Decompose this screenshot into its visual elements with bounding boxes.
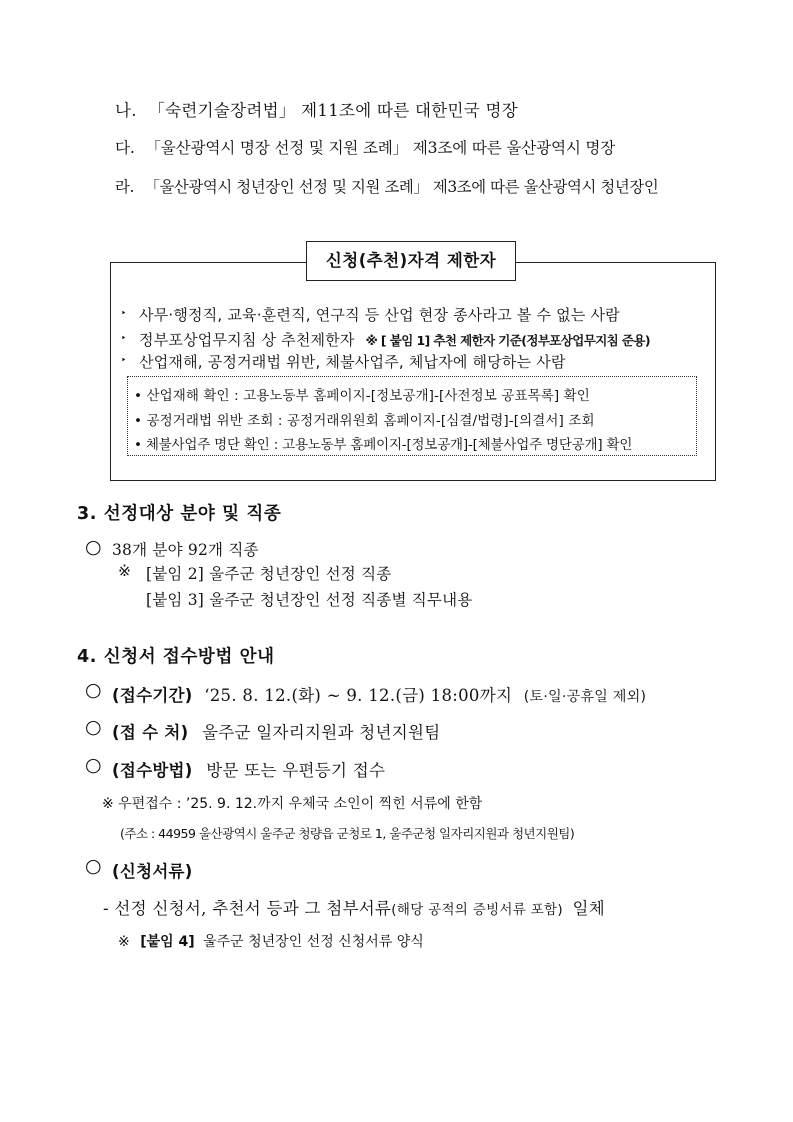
restriction-item-text: 정부포상업무지침 상 추천제한자: [139, 331, 355, 349]
method-label: (접수방법): [112, 761, 193, 780]
docs-value-end: 일체: [572, 899, 605, 918]
bullet-icon: ‣: [121, 356, 127, 366]
form-ref-bold: [붙임 4]: [140, 934, 195, 950]
form-row: [118, 931, 424, 951]
place-row: [112, 719, 440, 743]
docs-value: - 선정 신청서, 추천서 등과 그 첨부서류: [103, 899, 392, 918]
intro-text: 「울산광역시 청년장인 선정 및 지원 조례」 제3조에 따른 울산광역시 청년장인: [144, 178, 659, 196]
place-value: 울주군 일자리지원과 청년지원팀: [202, 723, 441, 742]
intro-mark: 다.: [115, 139, 135, 157]
restriction-item: 사무·행정직, 교육·훈련직, 연구직 등 산업 현장 종사라고 볼 수 없는 사람: [139, 306, 620, 324]
check-line: • 체불사업주 명단 확인 : 고용노동부 홈페이지-[정보공개]-[체불사업주 명단공개] 확인: [134, 437, 633, 453]
section3-heading: 3. 선정대상 분야 및 직종: [77, 504, 282, 524]
check-line: • 공정거래법 위반 조회 : 공정거래위원회 홈페이지-[심결/법령]-[의결서] 조회: [134, 413, 595, 429]
intro-line-da: [115, 136, 615, 158]
period-row: [112, 682, 646, 706]
section3-line: 38개 분야 92개 직종: [112, 541, 259, 559]
intro-mark: 라.: [115, 178, 134, 196]
place-label: (접 수 처): [112, 723, 189, 742]
intro-line-na: [115, 97, 518, 121]
reference-mark: ※: [118, 934, 130, 950]
check-line: • 산업재해 확인 : 고용노동부 홈페이지-[정보공개]-[사전정보 공표목록] 확인: [134, 388, 590, 404]
method-row: [112, 757, 385, 781]
period-value: ‘25. 8. 12.(화) ~ 9. 12.(금) 18:00까지: [204, 686, 513, 705]
docs-value-note: (해당 공적의 증빙서류 포함): [391, 902, 563, 918]
docs-row: [103, 895, 605, 919]
mail-note: ※ 우편접수 : ’25. 9. 12.까지 우체국 소인이 찍힌 서류에 한함: [102, 796, 483, 812]
form-ref: 울주군 청년장인 선정 신청서류 양식: [203, 934, 424, 950]
restriction-item: [139, 329, 650, 350]
bullet-icon: ‣: [121, 309, 127, 319]
restriction-title: 신청(추천)자격 제한자: [306, 241, 516, 281]
restriction-item: 산업재해, 공정거래법 위반, 체불사업주, 체납자에 해당하는 사람: [139, 353, 566, 371]
period-label: (접수기간): [112, 686, 193, 705]
docs-label: (신청서류): [112, 862, 193, 881]
address-note: (주소 : 44959 울산광역시 울주군 청량읍 군청로 1, 울주군청 일자리지원과 청년지원팀): [120, 826, 575, 841]
section3-ref: [붙임 3] 울주군 청년장인 선정 직종별 직무내용: [146, 591, 473, 609]
circle-bullet-icon: ○: [85, 716, 102, 738]
intro-text: 「울산광역시 명장 선정 및 지원 조례」 제3조에 따른 울산광역시 명장: [145, 139, 616, 157]
section3-ref: [붙임 2] 울주군 청년장인 선정 직종: [146, 565, 392, 583]
circle-bullet-icon: ○: [85, 754, 102, 776]
restriction-item-note: ※ [ 붙임 1] 추천 제한자 기준(정부포상업무지침 준용): [365, 333, 650, 348]
method-value: 방문 또는 우편등기 접수: [206, 761, 386, 780]
reference-mark: ※: [118, 562, 132, 580]
section4-heading: 4. 신청서 접수방법 안내: [77, 647, 275, 667]
intro-mark: 나.: [115, 101, 137, 120]
circle-bullet-icon: ○: [85, 679, 102, 701]
intro-line-ra: [115, 175, 658, 197]
circle-bullet-icon: ○: [85, 855, 102, 877]
period-note: (토·일·공휴일 제외): [523, 689, 647, 705]
circle-bullet-icon: ○: [85, 536, 102, 558]
intro-text: 「숙련기술장려법」 제11조에 따른 대한민국 명장: [148, 101, 519, 120]
bullet-icon: ‣: [121, 334, 127, 344]
